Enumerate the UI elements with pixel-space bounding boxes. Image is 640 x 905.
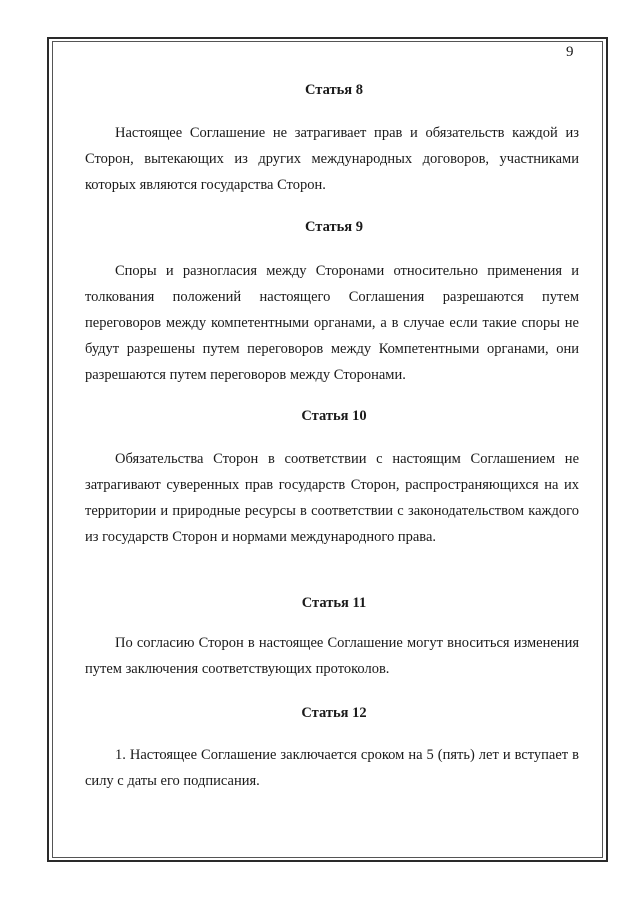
article-11-heading: Статья 11 <box>301 595 367 611</box>
article-9-text: Споры и разногласия между Сторонами относительно применения и толкования положений настоящего Соглашения разрешаются путем переговоров между компетентными органами, а в случае если такие споры не будут разрешены путем переговоров между Компетентными органами, они разрешаются путем переговоров между Сторонами. <box>85 263 579 383</box>
article-12-text: 1. Настоящее Соглашение заключается сроком на 5 (пять) лет и вступает в силу с даты его подписания. <box>85 747 579 789</box>
page-number: 9 <box>566 44 574 60</box>
article-9-heading: Статья 9 <box>305 219 363 235</box>
article-10-heading: Статья 10 <box>301 408 367 424</box>
article-11-text: По согласию Сторон в настоящее Соглашение могут вноситься изменения путем заключения соответствующих протоколов. <box>85 635 579 677</box>
article-12-heading: Статья 12 <box>301 705 367 721</box>
article-8-text: Настоящее Соглашение не затрагивает прав и обязательств каждой из Сторон, вытекающих из других международных договоров, участниками которых являются государства Сторон. <box>85 125 579 193</box>
article-8-heading: Статья 8 <box>305 82 363 98</box>
article-10-text: Обязательства Сторон в соответствии с настоящим Соглашением не затрагивают суверенных прав государств Сторон, распространяющихся на их территории и природные ресурсы в соответствии с законодательством каждого из государств Сторон и нормами международного права. <box>85 451 579 545</box>
